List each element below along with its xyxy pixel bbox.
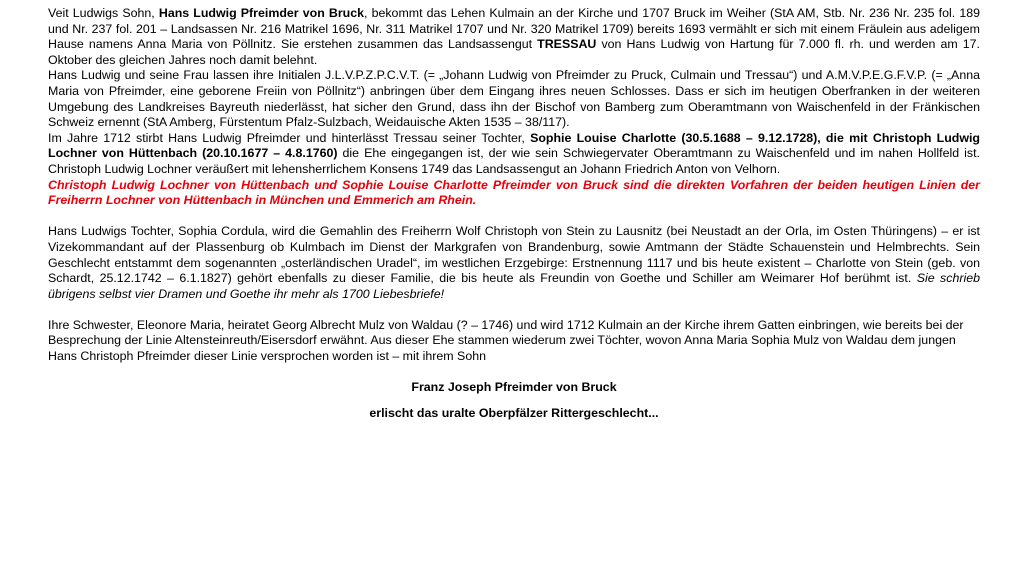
spacer	[48, 209, 980, 225]
text-segment: Hans Ludwigs Tochter, Sophia Cordula, wird die Gemahlin des Freiherrn Wolf Christoph von Stein zu Lausnitz (bei Neustadt an der Orla, im Osten Thüringens) – er ist Vizekommandant auf der Plassenburg ob Kulmbach im Dienst der Markgrafen von Brandenburg, sowie Amtmann der Städte Schauenstein und Helmbrechts. Sein Geschlecht entstammt dem sogenannten „osterländischen Uradel“, im westlichen Erzgebirge: Erstnennung 1117 und bis heute existent – Charlotte von Stein (geb. von Schardt, 25.12.1742 – 6.1.1827) gehört ebenfalls zu dieser Familie, die bis heute als Freundin von Goethe und Schiller am Weimarer Hof berühmt ist.	[48, 224, 980, 286]
paragraph-death-1712	[48, 131, 980, 178]
text-segment: Veit Ludwigs Sohn,	[48, 6, 159, 20]
names-sophie-christoph: Sophie Louise Charlotte (30.5.1688 – 9.12.1728), die mit Christoph Ludwig Lochner von Hüttenbach (20.10.1677 – 4.8.1760)	[48, 130, 980, 161]
paragraph-initials: Hans Ludwig und seine Frau lassen ihre Initialen J.L.V.P.Z.P.C.V.T. (= „Johann Ludwig von Pfreimder zu Pruck, Culmain und Tressau“) und A.M.V.P.E.G.F.V.P. (= „Anna Maria von Pfreimder, eine geborene Freiin von Pöllnitz“) anbringen über dem Eingang ihres neuen Schlosses. Dass er sich im heutigen Oberfranken in der weiteren Umgebung des Landkreises Bayreuth niederlässt, hat sicher den Grund, dass ihn der Bischof von Bamberg zum Oberamtmann von Waischenfeld in der Fränkischen Schweiz ernennt (StA Amberg, Fürstentum Pfalz-Sulzbach, Weidauische Akten 1535 – 38/117).	[48, 68, 980, 130]
text-segment: von Hans Ludwig von Hartung für 7.000 fl. rh. und werden am 17. Oktober des gleichen Jahres noch damit belehnt.	[48, 37, 980, 67]
name-tressau: TRESSAU	[537, 37, 597, 52]
paragraph-eleonore-maria: Ihre Schwester, Eleonore Maria, heiratet Georg Albrecht Mulz von Waldau (? – 1746) und wird 1712 Kulmain an der Kirche ihrem Gatten einbringen, wie bereits bei der Besprechung der Linie Altensteinreuth/Eisersdorf erwähnt. Aus dieser Ehe stammen wiederum zwei Töchter, wovon Anna Maria Sophia Mulz von Waldau dem jungen Hans Christoph Pfreimder dieser Linie versprochen worden ist – mit ihrem Sohn	[48, 317, 964, 364]
text-segment: Im Jahre 1712 stirbt Hans Ludwig Pfreimder und hinterlässt Tressau seiner Tochter,	[48, 130, 531, 145]
spacer	[48, 302, 980, 318]
centered-name: Franz Joseph Pfreimder von Bruck	[411, 379, 617, 394]
text-segment: die Ehe eingegangen ist, der wie sein Schwiegervater Oberamtmann zu Waischenfeld und im nahen Hollfeld ist. Christoph Ludwig Lochner veräußert mit lehensherrlichem Konsens 1749 das Landsassengut an Johann Friedrich Anton von Velhorn.	[48, 146, 980, 176]
paragraph-red-highlight: Christoph Ludwig Lochner von Hüttenbach und Sophie Louise Charlotte Pfreimder von Bruck sind die direkten Vorfahren der beiden heutigen Linien der Freiherrn Lochner von Hüttenbach in München und Emmerich am Rhein.	[48, 177, 980, 208]
name-hans-ludwig: Hans Ludwig Pfreimder von Bruck	[158, 6, 365, 20]
paragraph-hans-ludwig	[48, 6, 980, 68]
italic-remark: Sie schrieb übrigens selbst vier Dramen und Goethe ihr mehr als 1700 Liebesbriefe!	[48, 271, 980, 301]
centered-closing-line: erlischt das uralte Oberpfälzer Rittergeschlecht...	[369, 406, 659, 421]
slide-text-body	[48, 6, 980, 422]
paragraph-sophia-cordula	[48, 224, 980, 302]
text-segment: , bekommt das Lehen Kulmain an der Kirche und 1707 Bruck im Weiher (StA AM, Stb. Nr. 236 Nr. 235 fol. 189 und Nr. 237 fol. 201 – Landsassen Nr. 216 Matrikel 1696, Nr. 311 Matrikel 1707 und Nr. 320 Matrikel 1709) bereits 1693 vermählt er sich mit einem Fräulein aus adeligem Hause namens Anna Maria von Pöllnitz. Sie erstehen zusammen das Landsassengut	[48, 6, 980, 52]
